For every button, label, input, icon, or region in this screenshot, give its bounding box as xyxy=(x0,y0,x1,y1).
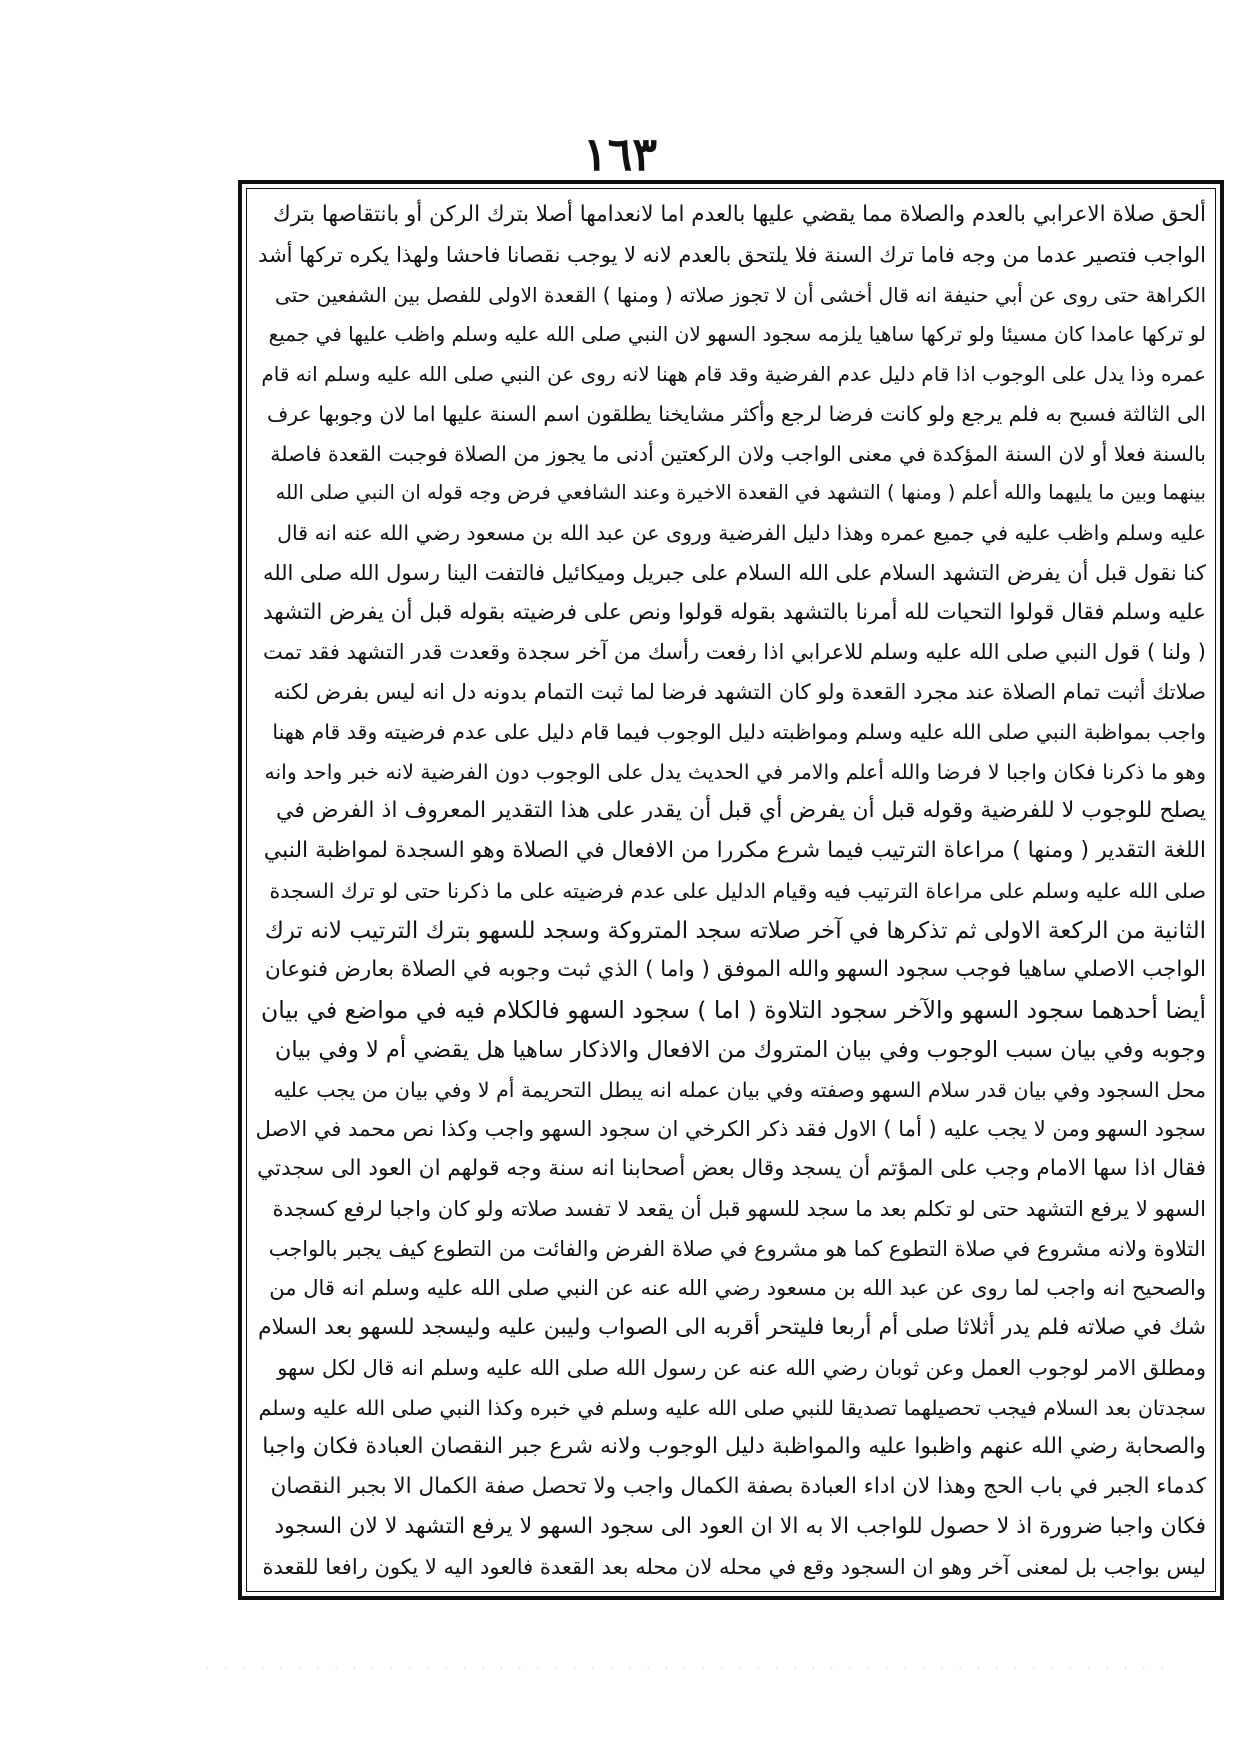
text-line: كنا نقول قبل أن يفرض التشهد السلام على الله السلام على جبريل وميكائيل فالتفت الينا رسول الله صلى الله xyxy=(262,560,1206,585)
text-line: محل السجود وفي بيان قدر سلام السهو وصفته وفي بيان عمله انه يبطل التحريمة أم لا وفي بيان من يجب عليه xyxy=(273,1077,1206,1102)
footer-dots: · · · · · · · · · · · · · · · · · · · · · · · · · · · · · · · · · · · · · · · · · · · · · · · · · · · · · xyxy=(206,1664,1170,1675)
text-line: الواجب فتصير عدما من وجه فاما ترك السنة فلا يلتحق بالعدم لانه لا يوجب نقصانا فاحشا ولهذا يكره تركها أشد xyxy=(258,242,1206,267)
text-line: الى الثالثة فسبح به فلم يرجع ولو كانت فرضا لرجع وأكثر مشايخنا يطلقون اسم السنة عليها اما لان وجوبها عرف xyxy=(266,401,1206,426)
text-line: فقال اذا سها الامام وجب على المؤتم أن يسجد وقال بعض أصحابنا انه سنة وجه قولهم ان العود الى سجدتي xyxy=(257,1156,1206,1181)
text-line: أيضا أحدهما سجود السهو والآخر سجود التلاوة ( اما ) سجود السهو فالكلام فيه في مواضع في بيان xyxy=(260,996,1206,1024)
text-line: كدماء الجبر في باب الحج وهذا لان اداء العبادة بصفة الكمال واجب ولا تحصل صفة الكمال الا بجبر النقصان xyxy=(270,1474,1206,1499)
text-line: واجب بمواظبة النبي صلى الله عليه وسلم ومواظبته دليل الوجوب فيما قام دليل على عدم فرضيته وقد قام ههنا xyxy=(272,719,1206,744)
text-line: السهو لا يرفع التشهد حتى لو تكلم بعد ما سجد للسهو قبل أن يقعد لا تفسد صلاته ولو كان واجبا لرفع كسجدة xyxy=(272,1196,1206,1221)
text-line: ومطلق الامر لوجوب العمل وعن ثوبان رضي الله عنه عن رسول الله صلى الله عليه وسلم انه قال لكل سهو xyxy=(277,1355,1206,1380)
text-line: يصلح للوجوب لا للفرضية وقوله قبل أن يفرض أي قبل أن يقدر على هذا التقدير المعروف اذ الفرض في xyxy=(276,798,1206,824)
text-line: صلاتك أثبت تمام الصلاة عند مجرد القعدة ولو كان التشهد فرضا لما ثبت التمام بدونه دل انه ليس بفرض لكنه xyxy=(273,680,1206,704)
text-body xyxy=(256,196,1206,1586)
text-line: ألحق صلاة الاعرابي بالعدم والصلاة مما يقضي عليها بالعدم اما لانعدامها أصلا بترك الركن أو بانتقاصها بترك xyxy=(273,202,1206,227)
text-line: لو تركها عامدا كان مسيئا ولو تركها ساهيا يلزمه سجود السهو لان النبي صلى الله عليه وسلم واظب عليها في جميع xyxy=(268,322,1206,347)
text-line: اللغة التقدير ( ومنها ) مراعاة الترتيب فيما شرع مكررا من الافعال في الصلاة وهو السجدة لمواظبة النبي xyxy=(263,838,1206,863)
text-line: سجود السهو ومن لا يجب عليه ( أما ) الاول فقد ذكر الكرخي ان سجود السهو واجب وكذا نص محمد في الاصل xyxy=(256,1117,1206,1142)
text-line: عمره وذا يدل على الوجوب اذا قام دليل عدم الفرضية وقد قام ههنا لانه روى عن النبي صلى الله عليه وسلم انه قام xyxy=(261,362,1206,386)
page-number: ١٦٣ xyxy=(582,127,658,181)
text-line: الواجب الاصلي ساهيا فوجب سجود السهو والله الموفق ( واما ) الذي ثبت وجوبه في الصلاة بعارض فنوعان xyxy=(264,957,1206,983)
text-line: وجوبه وفي بيان سبب الوجوب وفي بيان المتروك من الافعال والاذكار ساهيا هل يقضي أم لا وفي بيان xyxy=(274,1036,1206,1063)
text-line: التلاوة ولانه مشروع في صلاة التطوع كما هو مشروع في صلاة الفرض والفائت من التطوع كيف يجبر بالواجب xyxy=(268,1236,1206,1261)
text-line: بالسنة فعلا أو لان السنة المؤكدة في معنى الواجب ولان الركعتين أدنى ما يجوز من الصلاة فوجبت القعدة فاصلة xyxy=(270,441,1206,466)
text-line: الثانية من الركعة الاولى ثم تذكرها في آخر صلاته سجد المتروكة وسجد للسهو بترك الترتيب لانه ترك xyxy=(264,917,1206,944)
text-line: والصحيح انه واجب لما روى عن عبد الله بن مسعود رضي الله عنه عن النبي صلى الله عليه وسلم انه قال من xyxy=(269,1276,1206,1301)
text-line: عليه وسلم فقال قولوا التحيات لله أمرنا بالتشهد بقوله قولوا ونص على فرضيته بقوله قبل أن يفرض التشهد xyxy=(263,599,1206,625)
text-line: الكراهة حتى روى عن أبي حنيفة انه قال أخشى أن لا تجوز صلاته ( ومنها ) القعدة الاولى للفصل بين الشفعين حتى xyxy=(275,282,1206,307)
text-line: فكان واجبا ضرورة اذ لا حصول للواجب الا به الا ان العود الى سجود السهو لا يرفع التشهد لا لان السجود xyxy=(274,1513,1206,1539)
text-line: صلى الله عليه وسلم على مراعاة الترتيب فيه وقيام الدليل على عدم فرضيته على ما ذكرنا حتى لو ترك السجدة xyxy=(269,878,1206,903)
text-line: شك في صلاته فلم يدر أثلاثا صلى أم أربعا فليتحر أقربه الى الصواب وليبن عليه وليسجد للسهو بعد السلام xyxy=(257,1315,1206,1340)
text-line: بينهما وبين ما يليهما والله أعلم ( ومنها ) التشهد في القعدة الاخيرة وعند الشافعي فرض وجه قوله ان النبي صلى الله xyxy=(275,481,1206,505)
text-line: سجدتان بعد السلام فيجب تحصيلهما تصديقا للنبي صلى الله عليه وسلم في خبره وكذا النبي صلى الله عليه وسلم xyxy=(258,1395,1206,1420)
text-line: عليه وسلم واظب عليه في جميع عمره وهذا دليل الفرضية وروى عن عبد الله بن مسعود رضي الله عنه انه قال xyxy=(277,521,1206,545)
text-line: وهو ما ذكرنا فكان واجبا لا فرضا والله أعلم والامر في الحديث يدل على الوجوب دون الفرضية لانه خبر واحد وانه xyxy=(264,759,1206,784)
text-line: ليس بواجب بل لمعنى آخر وهو ان السجود وقع في محله لان محله بعد القعدة فالعود اليه لا يكون رافعا للقعدة xyxy=(262,1554,1206,1579)
text-line: ( ولنا ) قول النبي صلى الله عليه وسلم للاعرابي اذا رفعت رأسك من آخر سجدة وقعدت قدر التشهد فقد تمت xyxy=(262,640,1206,665)
text-line: والصحابة رضي الله عنهم واظبوا عليه والمواظبة دليل الوجوب ولانه شرع جبر النقصان العبادة فكان واجبا xyxy=(262,1434,1206,1460)
